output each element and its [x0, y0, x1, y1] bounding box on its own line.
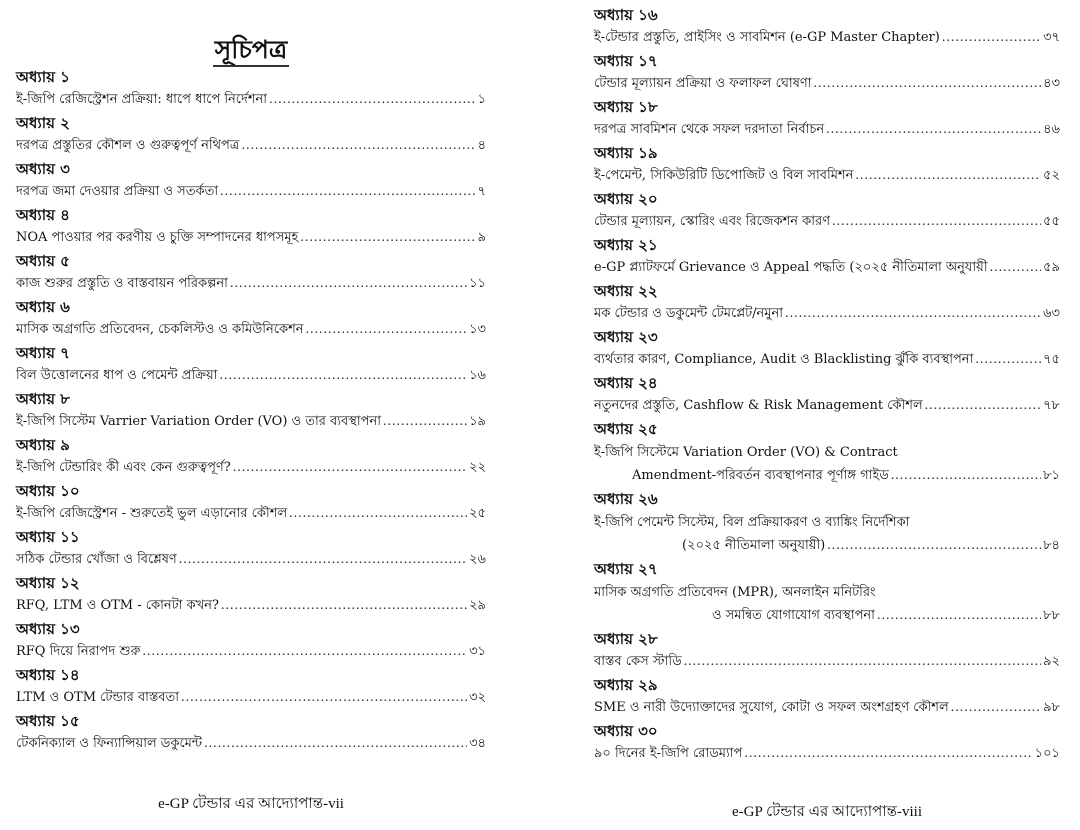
chapter-title: টেন্ডার মূল্যায়ন প্রক্রিয়া ও ফলাফল ঘোষণা [594, 76, 812, 91]
toc-chapter-11[interactable] [16, 526, 486, 572]
chapter-label: অধ্যায় ২৮ [594, 630, 658, 648]
toc-chapter-22[interactable] [594, 280, 1060, 326]
chapter-label: অধ্যায় ২৯ [594, 676, 658, 694]
chapter-title: মক টেন্ডার ও ডকুমেন্ট টেমপ্লেট/নমুনা [594, 306, 784, 321]
toc-chapter-20[interactable] [594, 188, 1060, 234]
left-page [16, 0, 486, 830]
dot-leader [219, 364, 467, 388]
chapter-title: দরপত্র প্রস্তুতির কৌশল ও গুরুত্বপূর্ণ নথিপত্র [16, 138, 240, 153]
page-number: ১৬ [469, 368, 486, 383]
chapter-label: অধ্যায় ২৭ [594, 560, 658, 578]
dot-leader [684, 650, 1041, 674]
toc-chapter-10[interactable] [16, 480, 486, 526]
toc-chapter-27[interactable] [594, 558, 1060, 628]
chapter-label: অধ্যায় ১১ [16, 528, 80, 546]
toc-title-text: সূচিপত্র [213, 37, 290, 67]
page-footer-left: e-GP টেন্ডার এর আদ্যোপান্ত-vii [158, 796, 344, 812]
chapter-label: অধ্যায় ৬ [16, 298, 70, 316]
dot-leader [877, 604, 1041, 628]
chapter-title: ই-জিপি সিস্টেম Varrier Variation Order (VO) ও তার ব্যবস্থাপনা [16, 414, 382, 429]
chapter-label: অধ্যায় ২৬ [594, 490, 658, 508]
dot-leader [143, 640, 468, 664]
page-number: ৭৫ [1043, 352, 1060, 367]
dot-leader [826, 118, 1041, 142]
toc-chapter-16[interactable] [594, 4, 1060, 50]
toc-chapter-29[interactable] [594, 674, 1060, 720]
toc-chapter-5[interactable] [16, 250, 486, 296]
chapter-title: নতুনদের প্রস্তুতি, Cashflow & Risk Management কৌশল [594, 398, 923, 413]
toc-chapter-17[interactable] [594, 50, 1060, 96]
chapter-title: কাজ শুরুর প্রস্তুতি ও বাস্তবায়ন পরিকল্পনা [16, 276, 228, 291]
chapter-label: অধ্যায় ২০ [594, 190, 658, 208]
dot-leader [269, 88, 475, 112]
chapter-title: ৯০ দিনের ই-জিপি রোডম্যাপ [594, 746, 743, 761]
page-number: ৭ [477, 184, 486, 199]
page-number: ৫৯ [1043, 260, 1060, 275]
chapter-title: ই-পেমেন্ট, সিকিউরিটি ডিপোজিট ও বিল সাবমিশন [594, 168, 854, 183]
chapter-title-line1: মাসিক অগ্রগতি প্রতিবেদন (MPR), অনলাইন মনিটরিং [594, 585, 876, 600]
dot-leader [241, 134, 475, 158]
chapter-label: অধ্যায় ২ [16, 114, 70, 132]
page-number: ৪ [477, 138, 486, 153]
page-number: ৩১ [469, 644, 486, 659]
toc-chapter-8[interactable] [16, 388, 486, 434]
page-number: ৮৮ [1043, 608, 1060, 623]
page-number: ৯ [477, 230, 486, 245]
chapter-label: অধ্যায় ২৩ [594, 328, 658, 346]
toc-chapter-3[interactable] [16, 158, 486, 204]
chapter-label: অধ্যায় ৩ [16, 160, 70, 178]
toc-chapter-15[interactable] [16, 710, 486, 756]
toc-chapter-23[interactable] [594, 326, 1060, 372]
dot-leader [230, 272, 467, 296]
toc-chapter-19[interactable] [594, 142, 1060, 188]
dot-leader [220, 180, 475, 204]
chapter-label: অধ্যায় ১৯ [594, 144, 658, 162]
page-number: ৫২ [1043, 168, 1060, 183]
chapter-label: অধ্যায় ১৮ [594, 98, 658, 116]
toc-chapter-2[interactable] [16, 112, 486, 158]
dot-leader [785, 302, 1041, 326]
chapter-title: ই-জিপি রেজিস্ট্রেশন - শুরুতেই ভুল এড়ানোর কৌশল [16, 506, 288, 521]
toc-chapter-30[interactable] [594, 720, 1060, 766]
chapter-title: RFQ দিয়ে নিরাপদ শুরু [16, 644, 141, 659]
chapter-label: অধ্যায় ৮ [16, 390, 70, 408]
chapter-label: অধ্যায় ৪ [16, 206, 70, 224]
chapter-title: ই-জিপি টেন্ডারিং কী এবং কেন গুরুত্বপূর্ণ? [16, 460, 231, 475]
dot-leader [990, 256, 1042, 280]
toc-chapter-13[interactable] [16, 618, 486, 664]
dot-leader [942, 26, 1041, 50]
chapter-title-line2: ও সমন্বিত যোগাযোগ ব্যবস্থাপনা [712, 608, 875, 623]
page-number: ৯২ [1043, 654, 1060, 669]
chapter-title: RFQ, LTM ও OTM - কোনটা কখন? [16, 598, 220, 613]
page-footer-right: e-GP টেন্ডার এর আদ্যোপান্ত-viii [732, 804, 922, 820]
toc-chapter-7[interactable] [16, 342, 486, 388]
dot-leader [233, 456, 467, 480]
chapter-title: দরপত্র সাবমিশন থেকে সফল দরদাতা নির্বাচন [594, 122, 825, 137]
page-number: ৪৩ [1043, 76, 1060, 91]
dot-leader [855, 164, 1041, 188]
page-number: ২৯ [469, 598, 486, 613]
chapter-label: অধ্যায় ১২ [16, 574, 80, 592]
page-number: ৭৮ [1043, 398, 1060, 413]
toc-chapter-25[interactable] [594, 418, 1060, 488]
chapter-title: SME ও নারী উদ্যোক্তাদের সুযোগ, কোটা ও সফল অংশগ্রহণ কৌশল [594, 700, 949, 715]
page-number: ৫৫ [1043, 214, 1060, 229]
chapter-label: অধ্যায় ১০ [16, 482, 80, 500]
toc-chapter-26[interactable] [594, 488, 1060, 558]
page-number: ৩২ [469, 690, 486, 705]
chapter-title-line1: ই-জিপি সিস্টেমে Variation Order (VO) & Contract [594, 445, 898, 460]
chapter-label: অধ্যায় ১৬ [594, 6, 658, 24]
dot-leader [221, 594, 467, 618]
dot-leader [827, 534, 1041, 558]
chapter-title: e-GP প্ল্যাটফর্মে Grievance ও Appeal পদ্ধতি (২০২৫ নীতিমালা অনুযায়ী [594, 260, 988, 275]
chapter-title: ই-জিপি রেজিস্ট্রেশন প্রক্রিয়া: ধাপে ধাপে নির্দেশনা [16, 92, 268, 107]
chapter-title: মাসিক অগ্রগতি প্রতিবেদন, চেকলিস্টও ও কমিউনিকেশন [16, 322, 304, 337]
dot-leader [814, 72, 1042, 96]
chapter-title-line2: (২০২৫ নীতিমালা অনুযায়ী) [682, 538, 826, 553]
page-number: ৮১ [1043, 468, 1060, 483]
toc-chapter-1[interactable] [16, 66, 486, 112]
chapter-label: অধ্যায় ১৩ [16, 620, 80, 638]
chapter-label: অধ্যায় ২২ [594, 282, 658, 300]
chapter-label: অধ্যায় ১৪ [16, 666, 80, 684]
chapter-label: অধ্যায় ৯ [16, 436, 70, 454]
chapter-title: ব্যর্থতার কারণ, Compliance, Audit ও Blacklisting ঝুঁকি ব্যবস্থাপনা [594, 352, 974, 367]
page-number: ১১ [469, 276, 486, 291]
toc-chapter-12[interactable] [16, 572, 486, 618]
page-number: ১৯ [469, 414, 486, 429]
dot-leader [179, 548, 467, 572]
dot-leader [832, 210, 1041, 234]
chapter-title-line2: Amendment-পরিবর্তন ব্যবস্থাপনার পূর্ণাঙ্গ গাইড [632, 468, 889, 483]
toc-entries-left [16, 66, 486, 756]
dot-leader [300, 226, 475, 250]
chapter-label: অধ্যায় ২৪ [594, 374, 658, 392]
dot-leader [925, 394, 1041, 418]
toc-chapter-18[interactable] [594, 96, 1060, 142]
chapter-label: অধ্যায় ৫ [16, 252, 70, 270]
dot-leader [306, 318, 468, 342]
page-number: ২৬ [469, 552, 486, 567]
chapter-label: অধ্যায় ৩০ [594, 722, 658, 740]
toc-chapter-21[interactable] [594, 234, 1060, 280]
toc-chapter-6[interactable] [16, 296, 486, 342]
dot-leader [204, 732, 467, 756]
chapter-title-line1: ই-জিপি পেমেন্ট সিস্টেম, বিল প্রক্রিয়াকরণ ও ব্যাঙ্কিং নির্দেশিকা [594, 515, 910, 530]
page-number: ৪৬ [1043, 122, 1060, 137]
toc-chapter-14[interactable] [16, 664, 486, 710]
dot-leader [891, 464, 1041, 488]
dot-leader [289, 502, 467, 526]
chapter-title: বাস্তব কেস স্টাডি [594, 654, 682, 669]
chapter-title: ই-টেন্ডার প্রস্তুতি, প্রাইসিং ও সাবমিশন (e-GP Master Chapter) [594, 30, 940, 45]
chapter-title: NOA পাওয়ার পর করণীয় ও চুক্তি সম্পাদনের ধাপসমূহ [16, 230, 299, 245]
chapter-label: অধ্যায় ১ [16, 68, 70, 86]
chapter-title: টেন্ডার মূল্যায়ন, স্কোরিং এবং রিজেকশন কারণ [594, 214, 831, 229]
dot-leader [181, 686, 467, 710]
chapter-title: বিল উত্তোলনের ধাপ ও পেমেন্ট প্রক্রিয়া [16, 368, 218, 383]
dot-leader [975, 348, 1041, 372]
chapter-label: অধ্যায় ১৫ [16, 712, 80, 730]
dot-leader [951, 696, 1041, 720]
page-number: ৯৮ [1043, 700, 1060, 715]
toc-chapter-24[interactable] [594, 372, 1060, 418]
chapter-label: অধ্যায় ৭ [16, 344, 70, 362]
page-number: ১ [477, 92, 486, 107]
dot-leader [744, 742, 1032, 766]
page-number: ২৫ [469, 506, 486, 521]
page-number: ৮৪ [1043, 538, 1060, 553]
page-number: ২২ [469, 460, 486, 475]
dot-leader [383, 410, 467, 434]
chapter-title: টেকনিক্যাল ও ফিন্যান্সিয়াল ডকুমেন্ট [16, 736, 203, 751]
chapter-title: সঠিক টেন্ডার খোঁজা ও বিশ্লেষণ [16, 552, 177, 567]
chapter-label: অধ্যায় ২১ [594, 236, 658, 254]
toc-chapter-4[interactable] [16, 204, 486, 250]
page-number: ১৩ [469, 322, 486, 337]
chapter-title: দরপত্র জমা দেওয়ার প্রক্রিয়া ও সতর্কতা [16, 184, 219, 199]
toc-entries-right [594, 4, 1060, 766]
chapter-title: LTM ও OTM টেন্ডার বাস্তবতা [16, 690, 180, 705]
page-number: ১০১ [1034, 746, 1060, 761]
chapter-label: অধ্যায় ১৭ [594, 52, 658, 70]
page-number: ৬৩ [1043, 306, 1060, 321]
toc-chapter-28[interactable] [594, 628, 1060, 674]
right-page [594, 0, 1060, 830]
chapter-label: অধ্যায় ২৫ [594, 420, 658, 438]
page-number: ৩৪ [469, 736, 486, 751]
toc-chapter-9[interactable] [16, 434, 486, 480]
page-number: ৩৭ [1043, 30, 1060, 45]
